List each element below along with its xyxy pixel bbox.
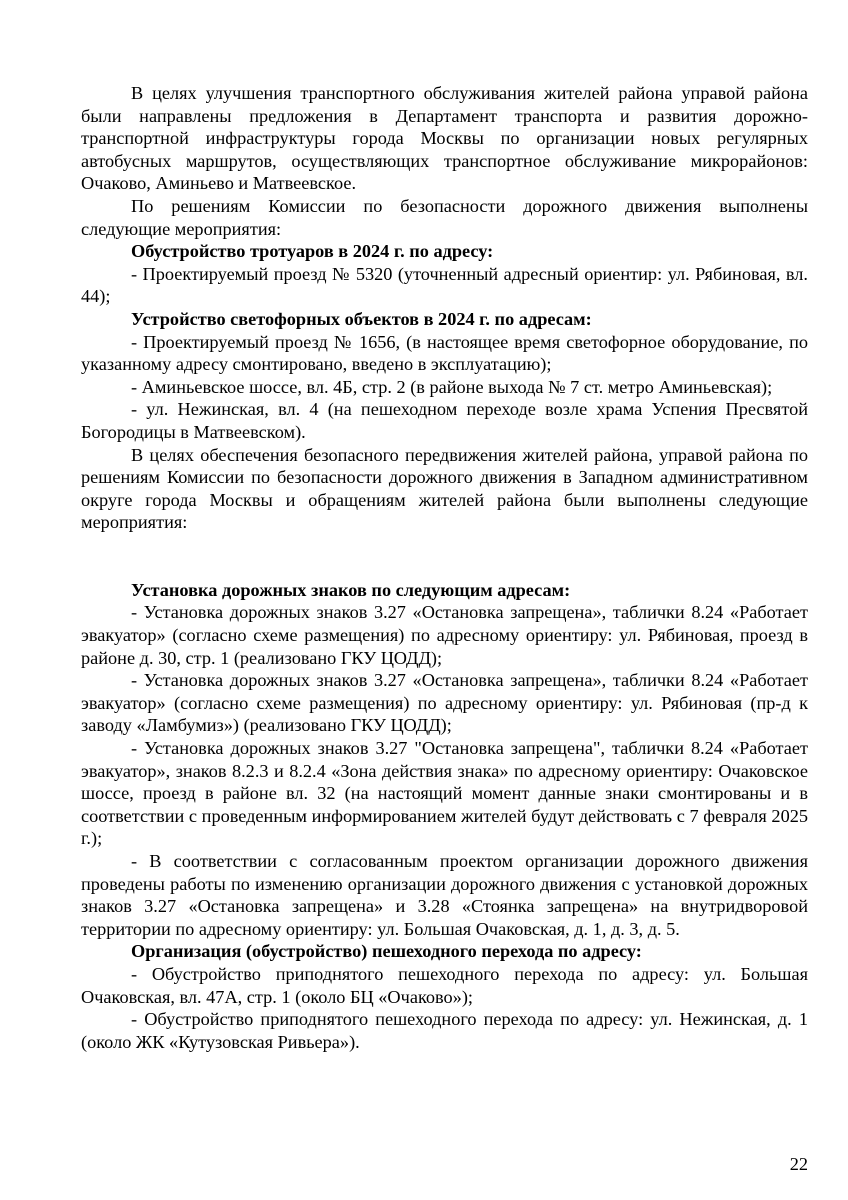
paragraph-safe-movement: В целях обеспечения безопасного передвижения жителей района, управой района по решениям Комиссии по безопасности дорожного движения в Западном административном округе города Москвы и обращениям жителей района были выполнены следующие мероприятия: [81,444,808,533]
heading-traffic-lights: Устройство светофорных объектов в 2024 г. по адресам: [131,308,592,329]
list-item-signs-ryabinovaya-30: - Установка дорожных знаков 3.27 «Остановка запрещена», таблички 8.24 «Работает эвакуатор» (согласно схеме размещения) по адресному ориентиру: ул. Рябиновая, проезд в районе д. 30, стр. 1 (реализовано ГКУ ЦОДД); [81,602,808,668]
paragraph-transport-service: В целях улучшения транспортного обслуживания жителей района управой района были направлены предложения в Департамент транспорта и развития дорожно-транспортной инфраструктуры города Москвы по организации новых регулярных автобусных маршрутов, осуществляющих транспортное обслуживание микрорайонов: Очаково, Аминьево и Матвеевское. [81,83,808,194]
document-body [81,82,808,1053]
list-item-signs-ryabinovaya-lambumiz: - Установка дорожных знаков 3.27 «Остановка запрещена», таблички 8.24 «Работает эвакуатор» (согласно схеме размещения) по адресному ориентиру: ул. Рябиновая (пр-д к заводу «Ламбумиз») (реализовано ГКУ ЦОДД); [81,670,808,736]
list-item-signs-bolshaya-ochakovskaya: - В соответствии с согласованным проектом организации дорожного движения проведены работы по изменению организации дорожного движения с установкой дорожных знаков 3.27 «Остановка запрещена» и 3.28 «Стоянка запрещена» на внутридворовой территории по адресному ориентиру: ул. Большая Очаковская, д. 1, д. 3, д. 5. [81,851,808,939]
list-item-signs-ochakovskoe: - Установка дорожных знаков 3.27 "Остановка запрещена", таблички 8.24 «Работает эвакуатор», знаков 8.2.3 и 8.2.4 «Зона действия знака» по адресному ориентиру: Очаковское шоссе, проезд в районе вл. 32 (на настоящий момент данные знаки смонтированы и в соответствии с проведенным информированием жителей будут действовать с 7 февраля 2025 г.); [81,738,808,849]
section-spacer [81,534,808,579]
list-item-sidewalk-5320: - Проектируемый проезд № 5320 (уточненный адресный ориентир: ул. Рябиновая, вл. 44); [81,263,808,307]
heading-pedestrian-crossing: Организация (обустройство) пешеходного перехода по адресу: [131,941,642,962]
list-item-crossing-nezhinskaya: - Обустройство приподнятого пешеходного перехода по адресу: ул. Нежинская, д. 1 (около ЖК «Кутузовская Ривьера»). [81,1009,808,1052]
paragraph-commission-measures: По решениям Комиссии по безопасности дорожного движения выполнены следующие мероприятия: [81,195,808,239]
heading-sidewalks: Обустройство тротуаров в 2024 г. по адресу: [131,241,494,262]
heading-road-signs: Установка дорожных знаков по следующим адресам: [131,579,571,600]
list-item-crossing-47a: - Обустройство приподнятого пешеходного перехода по адресу: ул. Большая Очаковская, вл. 47А, стр. 1 (около БЦ «Очаково»); [81,963,808,1007]
list-item-traffic-light-1656: - Проектируемый проезд № 1656, (в настоящее время светофорное оборудование, по указанному адресу смонтировано, введено в эксплуатацию); [81,331,808,375]
list-item-traffic-light-nezhinskaya: - ул. Нежинская, вл. 4 (на пешеходном переходе возле храма Успения Пресвятой Богородицы в Матвеевском). [81,399,808,442]
page-number: 22 [789,1154,808,1174]
list-item-traffic-light-aminevskoe: - Аминьевское шоссе, вл. 4Б, стр. 2 (в районе выхода № 7 ст. метро Аминьевская); [131,376,773,397]
